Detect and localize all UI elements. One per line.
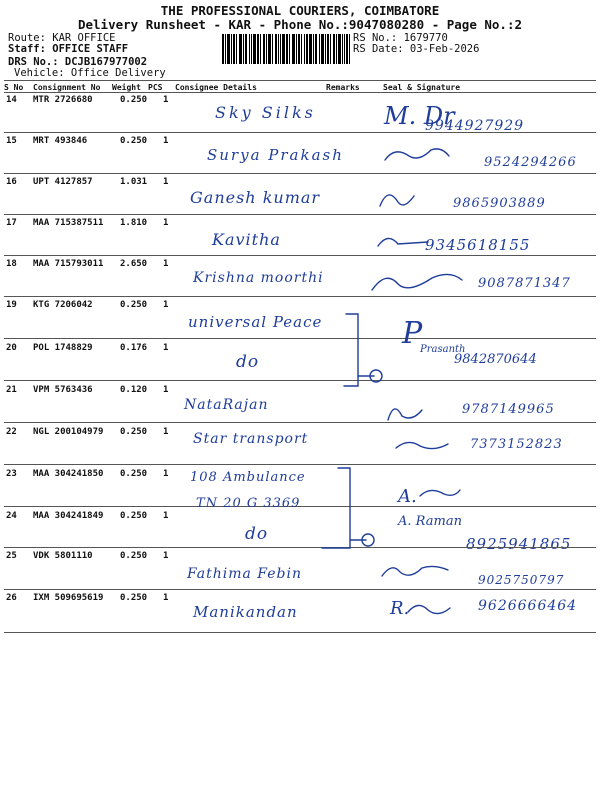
- row-weight: 1.031: [120, 177, 148, 187]
- row-consignee-handwriting: 108 Ambulance: [190, 470, 306, 485]
- rs-date: RS Date: 03-Feb-2026: [353, 43, 480, 55]
- col-header-consignee: Consignee Details: [175, 83, 257, 92]
- scribble-row18: [372, 274, 462, 290]
- row-consignment-no: MTR 2726680: [33, 95, 93, 105]
- row-consignee-handwriting: Fathima Febin: [187, 566, 302, 582]
- row-sno: 18: [6, 259, 17, 269]
- row-signature-phone: 9787149965: [462, 402, 555, 417]
- row-consignee-handwriting: Krishna moorthi: [193, 270, 324, 286]
- row-pcs: 1: [163, 218, 169, 228]
- row-sno: 19: [6, 300, 17, 310]
- row-sno: 20: [6, 343, 17, 353]
- vehicle-label: Vehicle: Office Delivery: [14, 67, 166, 79]
- row-weight: 0.176: [120, 343, 148, 353]
- row-pcs: 1: [163, 177, 169, 187]
- scribble-row22: [396, 442, 448, 448]
- row-sno: 23: [6, 469, 17, 479]
- row-signature-phone: 8925941865: [466, 535, 572, 553]
- signature-row26: R.: [390, 598, 410, 619]
- row-sno: 26: [6, 593, 17, 603]
- row-weight: 0.250: [120, 136, 148, 146]
- scribble-row26-sig: [408, 605, 450, 613]
- row-signature-phone: 9865903889: [453, 196, 546, 211]
- rs-number: RS No.: 1679770: [353, 32, 448, 44]
- row-signature-phone: 9524294266: [484, 155, 577, 170]
- row-pcs: 1: [163, 136, 169, 146]
- col-header-consignment: Consignment No: [33, 83, 101, 92]
- row-consignment-no: IXM 509695619: [33, 593, 104, 603]
- scribble-row23-sig: [420, 490, 460, 496]
- row-weight: 0.120: [120, 385, 148, 395]
- row-consignment-no: VPM 5763436: [33, 385, 93, 395]
- row-consignee-handwriting: Sky Silks: [215, 103, 316, 122]
- row-pcs: 1: [163, 95, 169, 105]
- row-weight: 0.250: [120, 511, 148, 521]
- row-consignment-no: KTG 7206042: [33, 300, 93, 310]
- bracket-rows-19-20: [344, 314, 358, 386]
- col-header-weight: Weight: [112, 83, 141, 92]
- row-consignee-handwriting: Surya Prakash: [207, 146, 344, 164]
- row-consignment-no: MRT 493846: [33, 136, 88, 146]
- row-pcs: 1: [163, 593, 169, 603]
- row-consignment-no: MAA 304241850: [33, 469, 104, 479]
- row-sno: 24: [6, 511, 17, 521]
- col-header-pcs: PCS: [148, 83, 163, 92]
- scribble-row15: [385, 149, 449, 160]
- row-consignment-no: POL 1748829: [33, 343, 93, 353]
- staff-label: Staff: OFFICE STAFF: [8, 43, 129, 55]
- row-sno: 16: [6, 177, 17, 187]
- row-weight: 0.250: [120, 469, 148, 479]
- signature-row24-name: A. Raman: [398, 514, 462, 529]
- col-header-seal: Seal & Signature: [383, 83, 461, 92]
- row-sno: 21: [6, 385, 17, 395]
- row-weight: 0.250: [120, 551, 148, 561]
- signature-row19-initial: P: [402, 316, 423, 351]
- row-pcs: 1: [163, 385, 169, 395]
- row-sno: 17: [6, 218, 17, 228]
- row-consignee-handwriting: Manikandan: [193, 603, 298, 621]
- row-pcs: 1: [163, 427, 169, 437]
- row-sno: 15: [6, 136, 17, 146]
- row-consignment-no: NGL 200104979: [33, 427, 104, 437]
- route-label: Route: KAR OFFICE: [8, 32, 116, 44]
- drs-number: DRS No.: DCJB167977002: [8, 56, 148, 68]
- ambulance-reg-handwriting: TN 20 G 3369: [196, 496, 301, 511]
- row-consignee-handwriting: Star transport: [193, 431, 309, 447]
- signature-row19-name: Prasanth: [420, 344, 466, 355]
- row-pcs: 1: [163, 343, 169, 353]
- row-sno: 22: [6, 427, 17, 437]
- row-weight: 0.250: [120, 593, 148, 603]
- row-pcs: 1: [163, 551, 169, 561]
- row-consignment-no: MAA 715793011: [33, 259, 104, 269]
- row-pcs: 1: [163, 300, 169, 310]
- row-sno: 25: [6, 551, 17, 561]
- row-signature-phone: 9944927929: [425, 118, 525, 134]
- row-pcs: 1: [163, 511, 169, 521]
- signature-row14: M. Dr: [384, 102, 455, 130]
- row-signature-phone: 7373152823: [470, 437, 563, 452]
- bracket-rows-23-24: [322, 468, 350, 548]
- row-consignee-handwriting: Kavitha: [212, 230, 281, 249]
- row-consignee-handwriting: Ganesh kumar: [190, 188, 321, 207]
- row-consignment-no: VDK 5801110: [33, 551, 93, 561]
- row-sno: 14: [6, 95, 17, 105]
- runsheet-subtitle: Delivery Runsheet - KAR - Phone No.:9047080280 - Page No.:2: [77, 17, 522, 32]
- scribble-row25: [382, 566, 448, 576]
- row-signature-phone: 9345618155: [425, 236, 531, 254]
- row-signature-phone: 9626666464: [478, 598, 578, 614]
- row-consignee-handwriting: NataRajan: [184, 397, 269, 413]
- col-header-sno: S No: [4, 83, 24, 92]
- scribble-row21: [388, 409, 422, 420]
- row-signature-phone: 9025750797: [478, 573, 565, 587]
- row-consignment-no: MAA 715387511: [33, 218, 104, 228]
- company-title: THE PROFESSIONAL COURIERS, COIMBATORE: [160, 3, 440, 18]
- row-consignment-no: UPT 4127857: [33, 177, 93, 187]
- row-pcs: 1: [163, 259, 169, 269]
- row-weight: 0.250: [120, 95, 148, 105]
- col-header-remarks: Remarks: [326, 83, 360, 92]
- signature-row19-phone: 9842870644: [454, 352, 537, 367]
- row-signature-phone: 9087871347: [478, 276, 571, 291]
- scribble-row17: [378, 238, 428, 246]
- row-weight: 0.250: [120, 427, 148, 437]
- row-consignee-handwriting: universal Peace: [188, 313, 323, 331]
- signature-row23-initial: A.: [398, 486, 417, 507]
- row-weight: 0.250: [120, 300, 148, 310]
- row-consignment-no: MAA 304241849: [33, 511, 104, 521]
- row-consignee-handwriting: do: [236, 352, 260, 372]
- row-weight: 2.650: [120, 259, 148, 269]
- row-pcs: 1: [163, 469, 169, 479]
- row-consignee-handwriting: do: [245, 524, 269, 544]
- scribble-row16: [380, 195, 414, 206]
- row-weight: 1.810: [120, 218, 148, 228]
